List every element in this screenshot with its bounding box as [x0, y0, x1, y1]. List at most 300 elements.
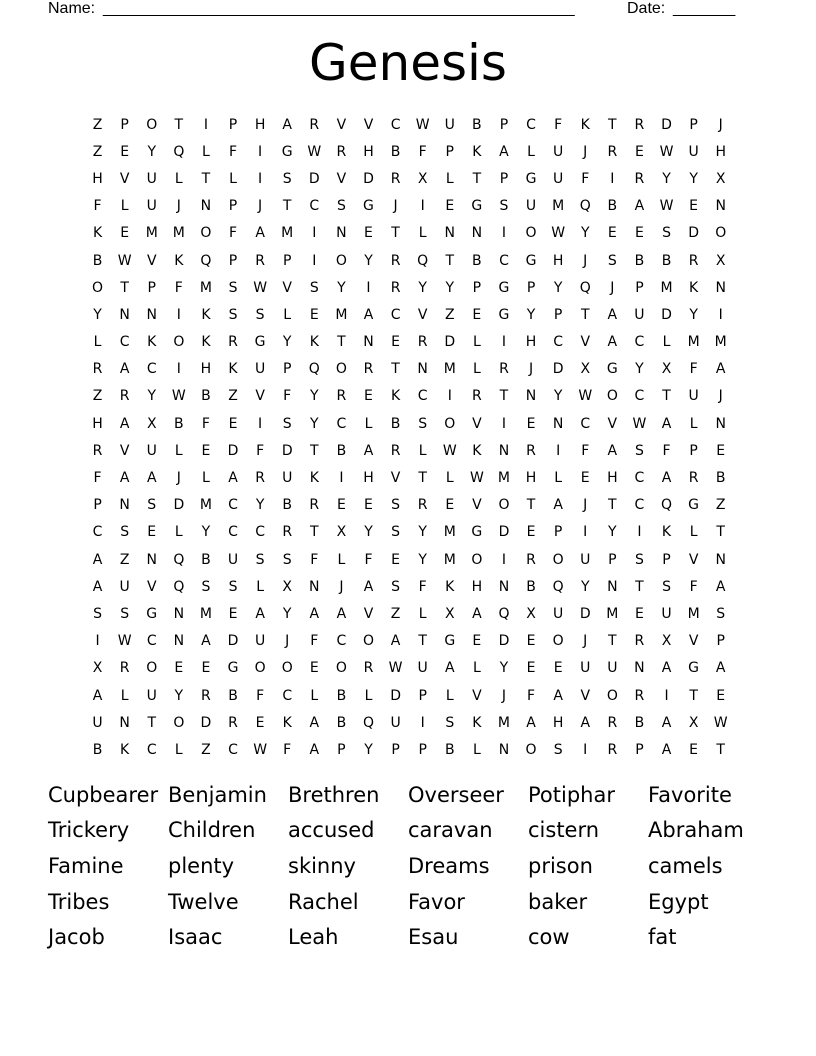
grid-letter[interactable]: J	[285, 633, 290, 650]
grid-letter[interactable]: I	[312, 252, 317, 269]
grid-letter[interactable]: K	[580, 116, 590, 133]
grid-letter[interactable]: R	[336, 143, 347, 160]
grid-letter[interactable]: Y	[662, 170, 671, 187]
grid-letter[interactable]: S	[228, 279, 238, 296]
grid-letter[interactable]: X	[92, 660, 103, 677]
grid-letter[interactable]: U	[688, 143, 699, 160]
grid-letter[interactable]: L	[174, 524, 183, 541]
grid-letter[interactable]: U	[227, 551, 239, 568]
grid-letter[interactable]: S	[309, 279, 319, 296]
grid-letter[interactable]: C	[228, 741, 238, 758]
grid-letter[interactable]: Q	[362, 714, 374, 731]
grid-letter[interactable]: T	[662, 388, 671, 405]
grid-letter[interactable]: G	[471, 198, 483, 215]
grid-letter[interactable]: S	[391, 497, 401, 514]
grid-letter[interactable]: Y	[255, 497, 265, 514]
grid-letter[interactable]: P	[445, 143, 454, 160]
grid-letter[interactable]: Q	[661, 497, 673, 514]
grid-letter[interactable]: A	[363, 306, 374, 323]
grid-letter[interactable]: H	[254, 116, 266, 133]
grid-letter[interactable]: Y	[418, 551, 427, 568]
grid-letter[interactable]: V	[472, 687, 482, 704]
grid-letter[interactable]: F	[689, 578, 698, 595]
grid-letter[interactable]: R	[634, 633, 645, 650]
grid-letter[interactable]: L	[472, 660, 481, 677]
grid-letter[interactable]: D	[498, 524, 510, 541]
grid-letter[interactable]: B	[472, 252, 482, 269]
grid-letter[interactable]: Y	[445, 279, 455, 296]
grid-letter[interactable]: G	[363, 198, 374, 215]
grid-letter[interactable]: U	[254, 361, 266, 378]
grid-letter[interactable]: Y	[282, 605, 292, 622]
grid-letter[interactable]: D	[227, 442, 239, 459]
grid-letter[interactable]: H	[552, 252, 564, 269]
grid-letter[interactable]: I	[176, 306, 181, 323]
grid-letter[interactable]: D	[688, 225, 699, 242]
grid-letter[interactable]: I	[501, 551, 507, 568]
grid-letter[interactable]: N	[309, 578, 320, 595]
grid-letter[interactable]: L	[202, 143, 210, 160]
grid-letter[interactable]: V	[336, 116, 347, 133]
grid-letter[interactable]: R	[363, 361, 374, 378]
grid-letter[interactable]: V	[146, 578, 157, 595]
grid-letter[interactable]: B	[228, 687, 238, 704]
grid-letter[interactable]: T	[716, 524, 725, 541]
grid-letter[interactable]: K	[120, 741, 130, 758]
grid-letter[interactable]: S	[201, 578, 211, 595]
grid-letter[interactable]: D	[390, 687, 401, 704]
grid-letter[interactable]: P	[337, 741, 346, 758]
grid-letter[interactable]: V	[119, 170, 130, 187]
grid-letter[interactable]: A	[119, 415, 130, 432]
grid-letter[interactable]: F	[201, 415, 210, 432]
grid-letter[interactable]: I	[501, 415, 507, 432]
grid-letter[interactable]: W	[551, 225, 566, 242]
grid-letter[interactable]: T	[445, 252, 455, 269]
grid-letter[interactable]: S	[662, 578, 671, 595]
grid-letter[interactable]: V	[119, 442, 130, 459]
grid-letter[interactable]: L	[337, 551, 346, 568]
grid-letter[interactable]: L	[364, 415, 373, 432]
grid-letter[interactable]: O	[525, 741, 537, 758]
grid-letter[interactable]: X	[715, 170, 726, 187]
grid-letter[interactable]: V	[580, 687, 591, 704]
grid-letter[interactable]: E	[634, 605, 644, 622]
grid-letter[interactable]: W	[253, 741, 268, 758]
grid-letter[interactable]: E	[147, 524, 157, 541]
grid-letter[interactable]: N	[715, 198, 726, 215]
grid-letter[interactable]: A	[607, 442, 618, 459]
grid-letter[interactable]: R	[634, 687, 645, 704]
grid-letter[interactable]: I	[420, 198, 425, 215]
grid-letter[interactable]: V	[363, 605, 374, 622]
grid-letter[interactable]: S	[120, 605, 130, 622]
grid-letter[interactable]: L	[120, 687, 129, 704]
grid-letter[interactable]: P	[391, 741, 400, 758]
grid-letter[interactable]: B	[634, 252, 645, 269]
grid-letter[interactable]: P	[662, 551, 671, 568]
grid-letter[interactable]: N	[634, 660, 645, 677]
grid-letter[interactable]: S	[93, 605, 102, 622]
grid-letter[interactable]: S	[255, 306, 265, 323]
grid-letter[interactable]: B	[661, 252, 672, 269]
grid-letter[interactable]: O	[335, 252, 347, 269]
grid-letter[interactable]: H	[363, 143, 374, 160]
grid-letter[interactable]: Q	[173, 551, 185, 568]
grid-letter[interactable]: I	[339, 470, 344, 487]
grid-letter[interactable]: C	[526, 116, 536, 133]
grid-letter[interactable]: R	[363, 660, 374, 677]
grid-letter[interactable]: A	[92, 578, 103, 595]
grid-letter[interactable]: F	[581, 170, 590, 187]
grid-letter[interactable]: E	[255, 714, 265, 731]
grid-letter[interactable]: J	[583, 497, 588, 514]
grid-letter[interactable]: P	[689, 442, 698, 459]
grid-letter[interactable]: V	[580, 334, 591, 351]
grid-letter[interactable]: M	[172, 225, 185, 242]
grid-letter[interactable]: J	[339, 578, 344, 595]
grid-letter[interactable]: R	[255, 470, 265, 487]
grid-letter[interactable]: A	[661, 741, 672, 758]
grid-letter[interactable]: E	[472, 633, 482, 650]
grid-letter[interactable]: G	[525, 252, 537, 269]
grid-letter[interactable]: K	[309, 470, 319, 487]
grid-letter[interactable]: V	[688, 551, 699, 568]
grid-letter[interactable]: O	[173, 714, 185, 731]
grid-letter[interactable]: D	[661, 116, 672, 133]
grid-letter[interactable]: H	[471, 578, 483, 595]
grid-letter[interactable]: S	[255, 551, 265, 568]
grid-letter[interactable]: A	[255, 605, 265, 622]
grid-letter[interactable]: O	[281, 660, 293, 677]
grid-letter[interactable]: F	[283, 388, 292, 405]
grid-letter[interactable]: N	[336, 225, 347, 242]
grid-letter[interactable]: Z	[444, 306, 455, 323]
grid-letter[interactable]: C	[634, 470, 645, 487]
grid-letter[interactable]: M	[335, 306, 348, 323]
grid-letter[interactable]: E	[526, 633, 536, 650]
grid-letter[interactable]: V	[607, 415, 618, 432]
grid-letter[interactable]: U	[146, 170, 157, 187]
grid-letter[interactable]: N	[173, 633, 185, 650]
grid-letter[interactable]: J	[583, 143, 588, 160]
grid-letter[interactable]: A	[228, 470, 238, 487]
grid-letter[interactable]: R	[688, 470, 699, 487]
grid-letter[interactable]: Y	[580, 225, 590, 242]
grid-letter[interactable]: T	[608, 497, 617, 514]
grid-letter[interactable]: R	[336, 388, 347, 405]
grid-letter[interactable]: Y	[553, 388, 563, 405]
grid-letter[interactable]: N	[715, 279, 726, 296]
grid-letter[interactable]: Y	[174, 687, 184, 704]
grid-letter[interactable]: I	[583, 741, 588, 758]
grid-letter[interactable]: M	[199, 605, 212, 622]
grid-letter[interactable]: R	[634, 116, 645, 133]
grid-letter[interactable]: B	[526, 578, 536, 595]
grid-letter[interactable]: R	[92, 361, 103, 378]
grid-letter[interactable]: J	[176, 470, 181, 487]
grid-letter[interactable]: R	[390, 279, 401, 296]
grid-letter[interactable]: W	[171, 388, 186, 405]
grid-letter[interactable]: L	[472, 334, 481, 351]
grid-letter[interactable]: P	[608, 551, 617, 568]
grid-letter[interactable]: I	[176, 361, 181, 378]
grid-letter[interactable]: P	[228, 252, 238, 269]
grid-letter[interactable]: F	[283, 741, 292, 758]
grid-letter[interactable]: G	[281, 143, 293, 160]
grid-letter[interactable]: R	[634, 170, 645, 187]
grid-letter[interactable]: C	[499, 252, 509, 269]
grid-letter[interactable]: H	[200, 361, 212, 378]
grid-letter[interactable]: L	[202, 470, 210, 487]
grid-letter[interactable]: R	[255, 252, 265, 269]
grid-letter[interactable]: O	[335, 660, 347, 677]
grid-letter[interactable]: R	[228, 714, 238, 731]
grid-letter[interactable]: Y	[93, 306, 102, 323]
grid-letter[interactable]: T	[310, 524, 319, 541]
grid-letter[interactable]: Y	[635, 361, 644, 378]
grid-letter[interactable]: T	[282, 198, 292, 215]
grid-letter[interactable]: A	[309, 605, 320, 622]
grid-letter[interactable]: S	[553, 741, 563, 758]
grid-letter[interactable]: A	[146, 470, 157, 487]
grid-letter[interactable]: E	[689, 741, 699, 758]
grid-letter[interactable]: O	[200, 225, 212, 242]
grid-letter[interactable]: T	[499, 388, 509, 405]
grid-letter[interactable]: U	[146, 198, 157, 215]
grid-letter[interactable]: B	[92, 252, 103, 269]
grid-letter[interactable]: M	[281, 225, 294, 242]
grid-letter[interactable]: N	[363, 334, 374, 351]
grid-letter[interactable]: R	[309, 497, 320, 514]
grid-letter[interactable]: N	[525, 388, 537, 405]
grid-letter[interactable]: F	[228, 143, 238, 160]
grid-letter[interactable]: K	[390, 388, 401, 405]
grid-letter[interactable]: N	[498, 741, 510, 758]
grid-letter[interactable]: F	[228, 225, 238, 242]
grid-letter[interactable]: A	[499, 143, 509, 160]
grid-letter[interactable]: C	[146, 361, 157, 378]
grid-letter[interactable]: X	[146, 415, 157, 432]
grid-letter[interactable]: P	[418, 741, 427, 758]
grid-letter[interactable]: Q	[200, 252, 212, 269]
grid-letter[interactable]: R	[471, 388, 482, 405]
grid-letter[interactable]: U	[444, 116, 455, 133]
grid-letter[interactable]: U	[661, 605, 672, 622]
grid-letter[interactable]: P	[120, 116, 129, 133]
grid-letter[interactable]: W	[659, 143, 674, 160]
grid-letter[interactable]: V	[336, 170, 347, 187]
grid-letter[interactable]: J	[258, 198, 263, 215]
grid-letter[interactable]: A	[390, 633, 401, 650]
grid-letter[interactable]: B	[715, 470, 726, 487]
grid-letter[interactable]: D	[498, 633, 510, 650]
grid-letter[interactable]: A	[119, 470, 130, 487]
grid-letter[interactable]: X	[526, 605, 536, 622]
grid-letter[interactable]: X	[688, 714, 699, 731]
grid-letter[interactable]: L	[689, 524, 698, 541]
grid-letter[interactable]: M	[687, 334, 700, 351]
grid-letter[interactable]: A	[336, 605, 347, 622]
grid-letter[interactable]: Z	[92, 143, 103, 160]
grid-letter[interactable]: U	[580, 660, 591, 677]
grid-letter[interactable]: H	[715, 143, 726, 160]
grid-letter[interactable]: A	[661, 660, 672, 677]
grid-letter[interactable]: O	[606, 687, 618, 704]
grid-letter[interactable]: V	[282, 279, 292, 296]
grid-letter[interactable]: P	[147, 279, 156, 296]
grid-letter[interactable]: T	[472, 170, 482, 187]
grid-letter[interactable]: U	[417, 660, 428, 677]
grid-letter[interactable]: O	[552, 633, 564, 650]
grid-letter[interactable]: I	[447, 388, 452, 405]
grid-letter[interactable]: N	[498, 578, 510, 595]
grid-letter[interactable]: E	[364, 497, 373, 514]
grid-letter[interactable]: K	[201, 306, 211, 323]
grid-letter[interactable]: C	[390, 116, 401, 133]
grid-letter[interactable]: Z	[119, 551, 130, 568]
grid-letter[interactable]: K	[445, 578, 455, 595]
grid-letter[interactable]: L	[527, 143, 535, 160]
grid-letter[interactable]: P	[716, 633, 725, 650]
grid-letter[interactable]: O	[92, 279, 104, 296]
grid-letter[interactable]: N	[146, 551, 157, 568]
grid-letter[interactable]: S	[634, 551, 644, 568]
grid-letter[interactable]: S	[336, 198, 346, 215]
grid-letter[interactable]: Y	[499, 660, 509, 677]
grid-letter[interactable]: U	[580, 551, 591, 568]
grid-letter[interactable]: Q	[579, 279, 591, 296]
grid-letter[interactable]: X	[661, 361, 672, 378]
grid-letter[interactable]: Y	[689, 306, 698, 323]
grid-letter[interactable]: N	[146, 306, 157, 323]
grid-letter[interactable]: T	[689, 687, 698, 704]
grid-letter[interactable]: C	[336, 415, 347, 432]
grid-letter[interactable]: E	[580, 470, 590, 487]
grid-letter[interactable]: R	[688, 252, 699, 269]
grid-letter[interactable]: Y	[282, 334, 292, 351]
grid-letter[interactable]: T	[418, 633, 427, 650]
grid-letter[interactable]: R	[309, 116, 320, 133]
grid-letter[interactable]: A	[661, 714, 672, 731]
grid-letter[interactable]: Z	[228, 388, 238, 405]
grid-letter[interactable]: Q	[552, 578, 564, 595]
grid-letter[interactable]: C	[146, 741, 157, 758]
grid-letter[interactable]: V	[146, 252, 157, 269]
grid-letter[interactable]: E	[201, 442, 211, 459]
grid-letter[interactable]: R	[119, 388, 130, 405]
grid-letter[interactable]: T	[391, 361, 400, 378]
grid-letter[interactable]: Y	[526, 306, 536, 323]
grid-letter[interactable]: K	[689, 279, 699, 296]
grid-letter[interactable]: A	[526, 714, 536, 731]
grid-letter[interactable]: B	[336, 687, 347, 704]
grid-letter[interactable]: A	[309, 714, 320, 731]
grid-letter[interactable]: T	[580, 306, 590, 323]
grid-letter[interactable]: O	[444, 415, 456, 432]
grid-letter[interactable]: W	[659, 198, 674, 215]
grid-letter[interactable]: T	[418, 470, 427, 487]
grid-letter[interactable]: L	[445, 687, 454, 704]
grid-letter[interactable]: C	[417, 388, 428, 405]
grid-letter[interactable]: M	[199, 497, 212, 514]
grid-letter[interactable]: U	[688, 388, 699, 405]
grid-letter[interactable]: V	[472, 415, 482, 432]
grid-letter[interactable]: D	[363, 170, 374, 187]
grid-letter[interactable]: M	[497, 470, 510, 487]
grid-letter[interactable]: I	[366, 279, 371, 296]
grid-letter[interactable]: K	[661, 524, 672, 541]
grid-letter[interactable]: B	[282, 497, 292, 514]
grid-letter[interactable]: Y	[310, 388, 319, 405]
grid-letter[interactable]: R	[228, 334, 238, 351]
grid-letter[interactable]: X	[417, 170, 428, 187]
grid-letter[interactable]: O	[146, 116, 158, 133]
grid-letter[interactable]: I	[501, 225, 507, 242]
grid-letter[interactable]: N	[607, 578, 618, 595]
grid-letter[interactable]: L	[256, 578, 265, 595]
grid-letter[interactable]: D	[308, 170, 320, 187]
grid-letter[interactable]: W	[632, 415, 647, 432]
grid-letter[interactable]: J	[583, 633, 588, 650]
grid-letter[interactable]: R	[390, 170, 401, 187]
grid-letter[interactable]: B	[92, 741, 103, 758]
grid-letter[interactable]: C	[553, 334, 564, 351]
grid-letter[interactable]: F	[310, 633, 319, 650]
grid-letter[interactable]: B	[390, 143, 401, 160]
grid-letter[interactable]: L	[418, 225, 427, 242]
grid-letter[interactable]: F	[527, 687, 536, 704]
grid-letter[interactable]: L	[418, 442, 427, 459]
grid-letter[interactable]: E	[526, 524, 536, 541]
grid-letter[interactable]: F	[174, 279, 183, 296]
grid-letter[interactable]: L	[93, 334, 102, 351]
grid-letter[interactable]: X	[580, 361, 591, 378]
grid-letter[interactable]: I	[312, 225, 317, 242]
grid-letter[interactable]: U	[607, 660, 618, 677]
grid-letter[interactable]: O	[173, 334, 185, 351]
grid-letter[interactable]: A	[607, 306, 618, 323]
grid-letter[interactable]: P	[282, 361, 292, 378]
grid-letter[interactable]: K	[228, 361, 238, 378]
grid-letter[interactable]: X	[661, 633, 672, 650]
grid-letter[interactable]: P	[553, 524, 563, 541]
grid-letter[interactable]: E	[309, 660, 319, 677]
grid-letter[interactable]: J	[718, 116, 723, 133]
grid-letter[interactable]: P	[635, 741, 644, 758]
grid-letter[interactable]: Y	[201, 524, 211, 541]
grid-letter[interactable]: A	[553, 497, 563, 514]
grid-letter[interactable]: V	[390, 470, 401, 487]
grid-letter[interactable]: L	[662, 334, 671, 351]
grid-letter[interactable]: O	[335, 361, 347, 378]
grid-letter[interactable]: R	[499, 361, 509, 378]
grid-letter[interactable]: L	[283, 306, 292, 323]
grid-letter[interactable]: E	[445, 497, 455, 514]
grid-letter[interactable]: B	[201, 551, 211, 568]
grid-letter[interactable]: E	[689, 198, 699, 215]
grid-letter[interactable]: I	[583, 524, 588, 541]
grid-letter[interactable]: Y	[364, 524, 373, 541]
grid-letter[interactable]: T	[120, 279, 129, 296]
grid-letter[interactable]: S	[391, 524, 401, 541]
grid-letter[interactable]: I	[258, 143, 263, 160]
grid-letter[interactable]: P	[418, 687, 427, 704]
grid-letter[interactable]: N	[417, 361, 428, 378]
grid-letter[interactable]: E	[120, 143, 130, 160]
grid-letter[interactable]: X	[444, 605, 455, 622]
grid-letter[interactable]: E	[634, 225, 644, 242]
